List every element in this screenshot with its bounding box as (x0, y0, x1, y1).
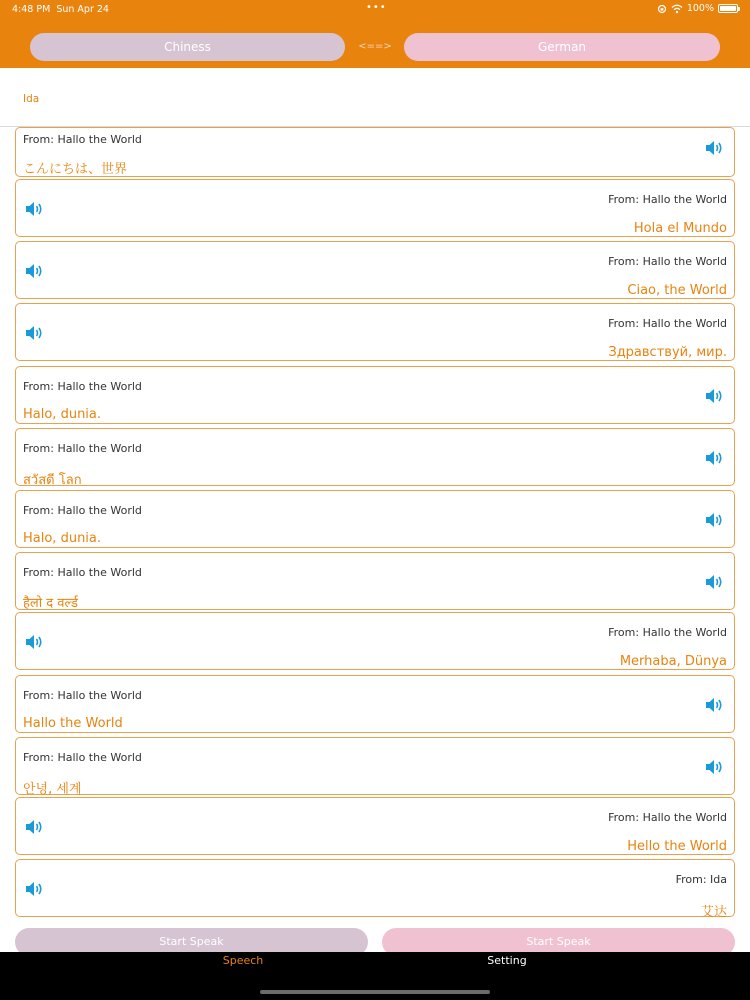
source-text: From: Hallo the World (23, 133, 142, 146)
input-text[interactable]: Ida (23, 93, 40, 105)
speaker-icon[interactable] (24, 879, 44, 899)
source-text: From: Hallo the World (608, 626, 727, 639)
source-text: From: Hallo the World (608, 193, 727, 206)
translated-text: Merhaba, Dünya (619, 654, 727, 669)
translation-card[interactable] (15, 366, 735, 424)
input-area[interactable] (0, 70, 750, 127)
translated-text: Hallo the World (23, 716, 123, 731)
tab-bar (0, 952, 750, 1000)
speaker-icon[interactable] (24, 199, 44, 219)
translated-text: こんにちは、世界 (23, 162, 128, 177)
speaker-icon[interactable] (24, 632, 44, 652)
source-text: From: Hallo the World (23, 689, 142, 702)
speaker-icon[interactable] (24, 323, 44, 343)
start-speak-source-button[interactable]: Start Speak (15, 928, 368, 956)
speaker-icon[interactable] (704, 386, 724, 406)
speaker-icon[interactable] (704, 757, 724, 777)
translation-card[interactable] (15, 179, 735, 237)
source-text: From: Hallo the World (608, 317, 727, 330)
translation-card[interactable] (15, 127, 735, 177)
start-speak-target-button[interactable]: Start Speak (382, 928, 735, 956)
translated-text: Halo, dunia. (23, 407, 102, 422)
translation-card[interactable] (15, 552, 735, 610)
source-language-button[interactable]: Chiness (30, 33, 345, 61)
translation-card[interactable] (15, 428, 735, 486)
source-text: From: Ida (675, 873, 727, 886)
translation-card[interactable] (15, 303, 735, 361)
translated-text: 艾达 (700, 905, 727, 920)
speaker-icon[interactable] (704, 138, 724, 158)
status-date: Sun Apr 24 (56, 4, 109, 15)
battery-icon (718, 4, 738, 13)
translated-text: Halo, dunia. (23, 531, 102, 546)
translated-text: Здравствуй, мир. (608, 345, 727, 360)
speaker-icon[interactable] (704, 510, 724, 530)
translation-card[interactable] (15, 612, 735, 670)
multitasking-dots[interactable]: ••• (366, 2, 387, 13)
speaker-icon[interactable] (704, 695, 724, 715)
translated-text: สวัสดี โลก (23, 473, 82, 488)
battery-percent: 100% (686, 3, 714, 14)
home-indicator[interactable] (260, 990, 490, 994)
tab-setting[interactable]: Setting (487, 954, 527, 967)
source-text: From: Hallo the World (23, 566, 142, 579)
translated-text: Ciao, the World (627, 283, 727, 298)
translation-card[interactable] (15, 490, 735, 548)
source-text: From: Hallo the World (23, 442, 142, 455)
wifi-icon (671, 4, 683, 14)
speaker-icon[interactable] (704, 448, 724, 468)
translation-card[interactable] (15, 241, 735, 299)
translated-text: Hello the World (627, 839, 727, 854)
translated-text: 안녕, 세계 (23, 782, 82, 797)
translation-card[interactable] (15, 797, 735, 855)
status-time: 4:48 PM Sun Apr 24 (12, 4, 109, 15)
source-text: From: Hallo the World (608, 811, 727, 824)
translated-text: हैलो द वर्ल्ड (23, 596, 78, 611)
target-language-button[interactable]: German (404, 33, 720, 61)
source-text: From: Hallo the World (23, 751, 142, 764)
status-bar (0, 0, 750, 18)
speaker-icon[interactable] (24, 817, 44, 837)
translation-card[interactable] (15, 737, 735, 795)
header (0, 0, 750, 68)
swap-languages-button[interactable]: <==> (358, 41, 392, 52)
source-text: From: Hallo the World (23, 504, 142, 517)
source-text: From: Hallo the World (23, 380, 142, 393)
status-right (657, 3, 738, 14)
speaker-icon[interactable] (24, 261, 44, 281)
source-text: From: Hallo the World (608, 255, 727, 268)
translation-card[interactable] (15, 859, 735, 920)
speaker-icon[interactable] (704, 572, 724, 592)
lock-rotation-icon (657, 4, 667, 14)
translated-text: Hola el Mundo (633, 221, 727, 236)
tab-speech[interactable]: Speech (222, 954, 264, 967)
translation-card[interactable] (15, 675, 735, 733)
